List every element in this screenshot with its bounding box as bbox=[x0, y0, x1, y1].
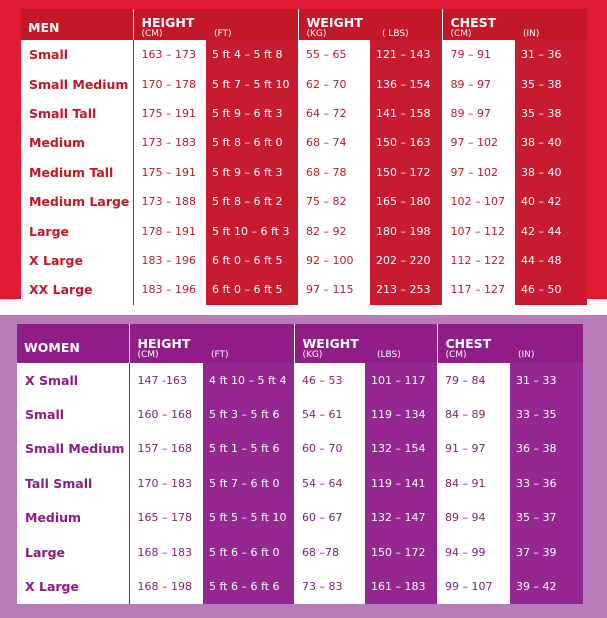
men-weight-lbs: 136 – 154 bbox=[370, 69, 442, 98]
men-chest-in: 31 – 36 bbox=[515, 40, 587, 69]
men-height-cm: 183 – 196 bbox=[133, 275, 206, 304]
women-size-table bbox=[17, 324, 584, 604]
women-weight-lbs: 119 – 141 bbox=[365, 466, 437, 500]
men-rows bbox=[21, 40, 587, 305]
men-height-cm: 173 – 188 bbox=[133, 187, 206, 216]
women-weight-kg: 60 – 67 bbox=[294, 501, 365, 535]
women-chest-cm: 84 – 89 bbox=[437, 397, 510, 431]
men-height-ft: 5 ft 7 – 5 ft 10 bbox=[206, 69, 298, 98]
men-height-header bbox=[133, 9, 206, 40]
women-height-cm: 170 – 183 bbox=[129, 466, 203, 500]
men-size-row bbox=[21, 216, 587, 245]
women-weight-unit-metric: (KG) bbox=[302, 350, 323, 360]
men-height-ft: 6 ft 0 – 6 ft 5 bbox=[206, 246, 298, 275]
women-height-ft: 4 ft 10 – 5 ft 4 bbox=[203, 363, 294, 397]
men-header-row bbox=[21, 9, 587, 40]
men-weight-unit-metric: (KG) bbox=[306, 29, 327, 39]
men-size-label: XX Large bbox=[21, 275, 133, 304]
men-chest-cm: 79 – 91 bbox=[442, 40, 515, 69]
women-chest-cm: 99 – 107 bbox=[437, 569, 510, 603]
women-weight-kg: 60 – 70 bbox=[294, 432, 365, 466]
men-size-row bbox=[21, 275, 587, 304]
men-chest-cm: 89 – 97 bbox=[442, 69, 515, 98]
women-height-ft: 5 ft 5 – 5 ft 10 bbox=[203, 501, 294, 535]
men-height-ft: 5 ft 4 – 5 ft 8 bbox=[206, 40, 298, 69]
women-weight-lbs: 101 – 117 bbox=[365, 363, 437, 397]
women-label: WOMEN bbox=[17, 324, 129, 363]
women-chest-in: 33 – 36 bbox=[510, 466, 583, 500]
men-size-label: Large bbox=[21, 216, 133, 245]
women-height-header bbox=[129, 324, 203, 363]
men-height-unit-metric: (CM) bbox=[141, 29, 163, 39]
women-size-row bbox=[17, 466, 583, 500]
men-height-cm: 173 – 183 bbox=[133, 128, 206, 157]
women-height-unit-imperial-cell bbox=[203, 324, 294, 363]
women-size-label: Large bbox=[17, 535, 129, 569]
men-size-label: Medium Tall bbox=[21, 158, 133, 187]
men-weight-kg: 64 – 72 bbox=[298, 99, 370, 128]
women-height-title: HEIGHT bbox=[137, 336, 191, 351]
women-chest-title: CHEST bbox=[445, 336, 492, 351]
women-chest-cm: 79 – 84 bbox=[437, 363, 510, 397]
men-height-cm: 170 – 178 bbox=[133, 69, 206, 98]
women-weight-lbs: 132 – 147 bbox=[365, 501, 437, 535]
men-size-label: X Large bbox=[21, 246, 133, 275]
men-weight-kg: 82 – 92 bbox=[298, 216, 370, 245]
men-chest-cm: 97 – 102 bbox=[442, 158, 515, 187]
women-height-cm: 157 – 168 bbox=[129, 432, 203, 466]
women-height-cm: 147 -163 bbox=[129, 363, 203, 397]
men-weight-kg: 97 – 115 bbox=[298, 275, 370, 304]
men-weight-kg: 62 – 70 bbox=[298, 69, 370, 98]
women-rows bbox=[17, 363, 583, 604]
men-chest-cm: 97 – 102 bbox=[442, 128, 515, 157]
men-chest-in: 38 – 40 bbox=[515, 158, 587, 187]
men-weight-lbs: 180 – 198 bbox=[370, 216, 442, 245]
women-size-row bbox=[17, 397, 583, 431]
men-chest-in: 42 – 44 bbox=[515, 216, 587, 245]
women-weight-lbs: 150 – 172 bbox=[365, 535, 437, 569]
women-size-row bbox=[17, 363, 583, 397]
women-weight-kg: 54 – 61 bbox=[294, 397, 365, 431]
men-chest-unit-metric: (CM) bbox=[450, 29, 472, 39]
women-chest-in: 39 – 42 bbox=[510, 569, 583, 603]
women-weight-lbs: 119 – 134 bbox=[365, 397, 437, 431]
men-weight-lbs: 141 – 158 bbox=[370, 99, 442, 128]
women-chest-in: 33 – 35 bbox=[510, 397, 583, 431]
men-weight-kg: 92 – 100 bbox=[298, 246, 370, 275]
women-chest-unit-imperial-cell bbox=[510, 324, 583, 363]
women-chest-in: 31 – 33 bbox=[510, 363, 583, 397]
men-height-cm: 178 – 191 bbox=[133, 216, 206, 245]
women-weight-unit-imperial: (LBS) bbox=[377, 350, 401, 360]
women-height-ft: 5 ft 6 – 6 ft 0 bbox=[203, 535, 294, 569]
women-size-row bbox=[17, 535, 583, 569]
men-chest-cm: 107 – 112 bbox=[442, 216, 515, 245]
men-height-unit-imperial-cell bbox=[206, 9, 298, 40]
women-weight-kg: 73 – 83 bbox=[294, 569, 365, 603]
men-chest-cm: 117 – 127 bbox=[442, 275, 515, 304]
women-height-cm: 165 – 178 bbox=[129, 501, 203, 535]
men-weight-kg: 68 – 74 bbox=[298, 128, 370, 157]
men-size-table bbox=[21, 9, 588, 305]
women-size-label: Small bbox=[17, 397, 129, 431]
women-height-unit-metric: (CM) bbox=[137, 350, 159, 360]
men-size-label: Small bbox=[21, 40, 133, 69]
men-chest-in: 46 – 50 bbox=[515, 275, 587, 304]
women-header-row bbox=[17, 324, 583, 363]
women-size-label: Medium bbox=[17, 501, 129, 535]
men-chest-unit-imperial-cell bbox=[515, 9, 587, 40]
women-size-label: X Small bbox=[17, 363, 129, 397]
women-height-ft: 5 ft 6 – 6 ft 6 bbox=[203, 569, 294, 603]
men-height-cm: 175 – 191 bbox=[133, 99, 206, 128]
women-height-ft: 5 ft 3 – 5 ft 6 bbox=[203, 397, 294, 431]
women-size-row bbox=[17, 432, 583, 466]
men-size-row bbox=[21, 40, 587, 69]
men-weight-title: WEIGHT bbox=[306, 15, 363, 30]
men-chest-header bbox=[442, 9, 515, 40]
men-height-ft: 6 ft 0 – 6 ft 5 bbox=[206, 275, 298, 304]
women-size-row bbox=[17, 501, 583, 535]
men-chest-in: 44 – 48 bbox=[515, 246, 587, 275]
men-chest-cm: 102 – 107 bbox=[442, 187, 515, 216]
women-weight-kg: 68 –78 bbox=[294, 535, 365, 569]
women-size-label: Small Medium bbox=[17, 432, 129, 466]
men-weight-kg: 68 – 78 bbox=[298, 158, 370, 187]
women-weight-unit-imperial-cell bbox=[365, 324, 437, 363]
women-chest-cm: 94 – 99 bbox=[437, 535, 510, 569]
men-height-cm: 163 – 173 bbox=[133, 40, 206, 69]
men-chest-unit-imperial: (IN) bbox=[523, 29, 540, 39]
men-height-title: HEIGHT bbox=[141, 15, 195, 30]
men-height-unit-imperial: (FT) bbox=[214, 29, 232, 39]
men-size-label: Small Tall bbox=[21, 99, 133, 128]
women-weight-lbs: 132 – 154 bbox=[365, 432, 437, 466]
women-height-cm: 160 – 168 bbox=[129, 397, 203, 431]
women-chest-cm: 91 – 97 bbox=[437, 432, 510, 466]
women-size-label: X Large bbox=[17, 569, 129, 603]
women-chest-unit-metric: (CM) bbox=[445, 350, 467, 360]
men-chest-cm: 112 – 122 bbox=[442, 246, 515, 275]
men-chest-cm: 89 – 97 bbox=[442, 99, 515, 128]
men-weight-lbs: 150 – 163 bbox=[370, 128, 442, 157]
men-weight-header bbox=[298, 9, 370, 40]
women-height-cm: 168 – 183 bbox=[129, 535, 203, 569]
women-weight-kg: 46 – 53 bbox=[294, 363, 365, 397]
men-height-ft: 5 ft 9 – 6 ft 3 bbox=[206, 99, 298, 128]
men-size-row bbox=[21, 128, 587, 157]
men-weight-unit-imperial: ( LBS) bbox=[382, 29, 409, 39]
women-chest-in: 37 – 39 bbox=[510, 535, 583, 569]
women-weight-kg: 54 – 64 bbox=[294, 466, 365, 500]
women-chest-unit-imperial: (IN) bbox=[518, 350, 535, 360]
men-label: MEN bbox=[21, 9, 133, 40]
men-height-ft: 5 ft 8 – 6 ft 2 bbox=[206, 187, 298, 216]
women-weight-header bbox=[294, 324, 365, 363]
men-weight-lbs: 121 – 143 bbox=[370, 40, 442, 69]
women-weight-lbs: 161 – 183 bbox=[365, 569, 437, 603]
men-height-ft: 5 ft 10 – 6 ft 3 bbox=[206, 216, 298, 245]
men-weight-lbs: 165 – 180 bbox=[370, 187, 442, 216]
men-weight-lbs: 150 – 172 bbox=[370, 158, 442, 187]
men-weight-lbs: 213 – 253 bbox=[370, 275, 442, 304]
women-size-row bbox=[17, 569, 583, 603]
men-size-row bbox=[21, 246, 587, 275]
men-size-label: Medium bbox=[21, 128, 133, 157]
men-size-row bbox=[21, 99, 587, 128]
women-height-ft: 5 ft 7 – 6 ft 0 bbox=[203, 466, 294, 500]
men-size-row bbox=[21, 69, 587, 98]
women-chest-cm: 84 – 91 bbox=[437, 466, 510, 500]
men-height-ft: 5 ft 9 – 6 ft 3 bbox=[206, 158, 298, 187]
men-size-label: Small Medium bbox=[21, 69, 133, 98]
men-height-cm: 175 – 191 bbox=[133, 158, 206, 187]
men-weight-kg: 75 – 82 bbox=[298, 187, 370, 216]
women-height-unit-imperial: (FT) bbox=[211, 350, 229, 360]
men-size-chart bbox=[0, 0, 607, 299]
men-size-row bbox=[21, 187, 587, 216]
men-weight-unit-imperial-cell bbox=[370, 9, 442, 40]
women-chest-in: 36 – 38 bbox=[510, 432, 583, 466]
men-chest-in: 38 – 40 bbox=[515, 128, 587, 157]
women-chest-in: 35 – 37 bbox=[510, 501, 583, 535]
men-size-row bbox=[21, 158, 587, 187]
women-size-chart bbox=[0, 315, 607, 618]
women-size-label: Tall Small bbox=[17, 466, 129, 500]
men-chest-title: CHEST bbox=[450, 15, 497, 30]
men-weight-lbs: 202 – 220 bbox=[370, 246, 442, 275]
men-size-label: Medium Large bbox=[21, 187, 133, 216]
women-weight-title: WEIGHT bbox=[302, 336, 359, 351]
men-chest-in: 35 – 38 bbox=[515, 69, 587, 98]
men-weight-kg: 55 – 65 bbox=[298, 40, 370, 69]
men-chest-in: 35 – 38 bbox=[515, 99, 587, 128]
women-chest-header bbox=[437, 324, 510, 363]
men-height-ft: 5 ft 8 – 6 ft 0 bbox=[206, 128, 298, 157]
women-height-ft: 5 ft 1 – 5 ft 6 bbox=[203, 432, 294, 466]
women-height-cm: 168 – 198 bbox=[129, 569, 203, 603]
men-chest-in: 40 – 42 bbox=[515, 187, 587, 216]
men-height-cm: 183 – 196 bbox=[133, 246, 206, 275]
women-chest-cm: 89 – 94 bbox=[437, 501, 510, 535]
